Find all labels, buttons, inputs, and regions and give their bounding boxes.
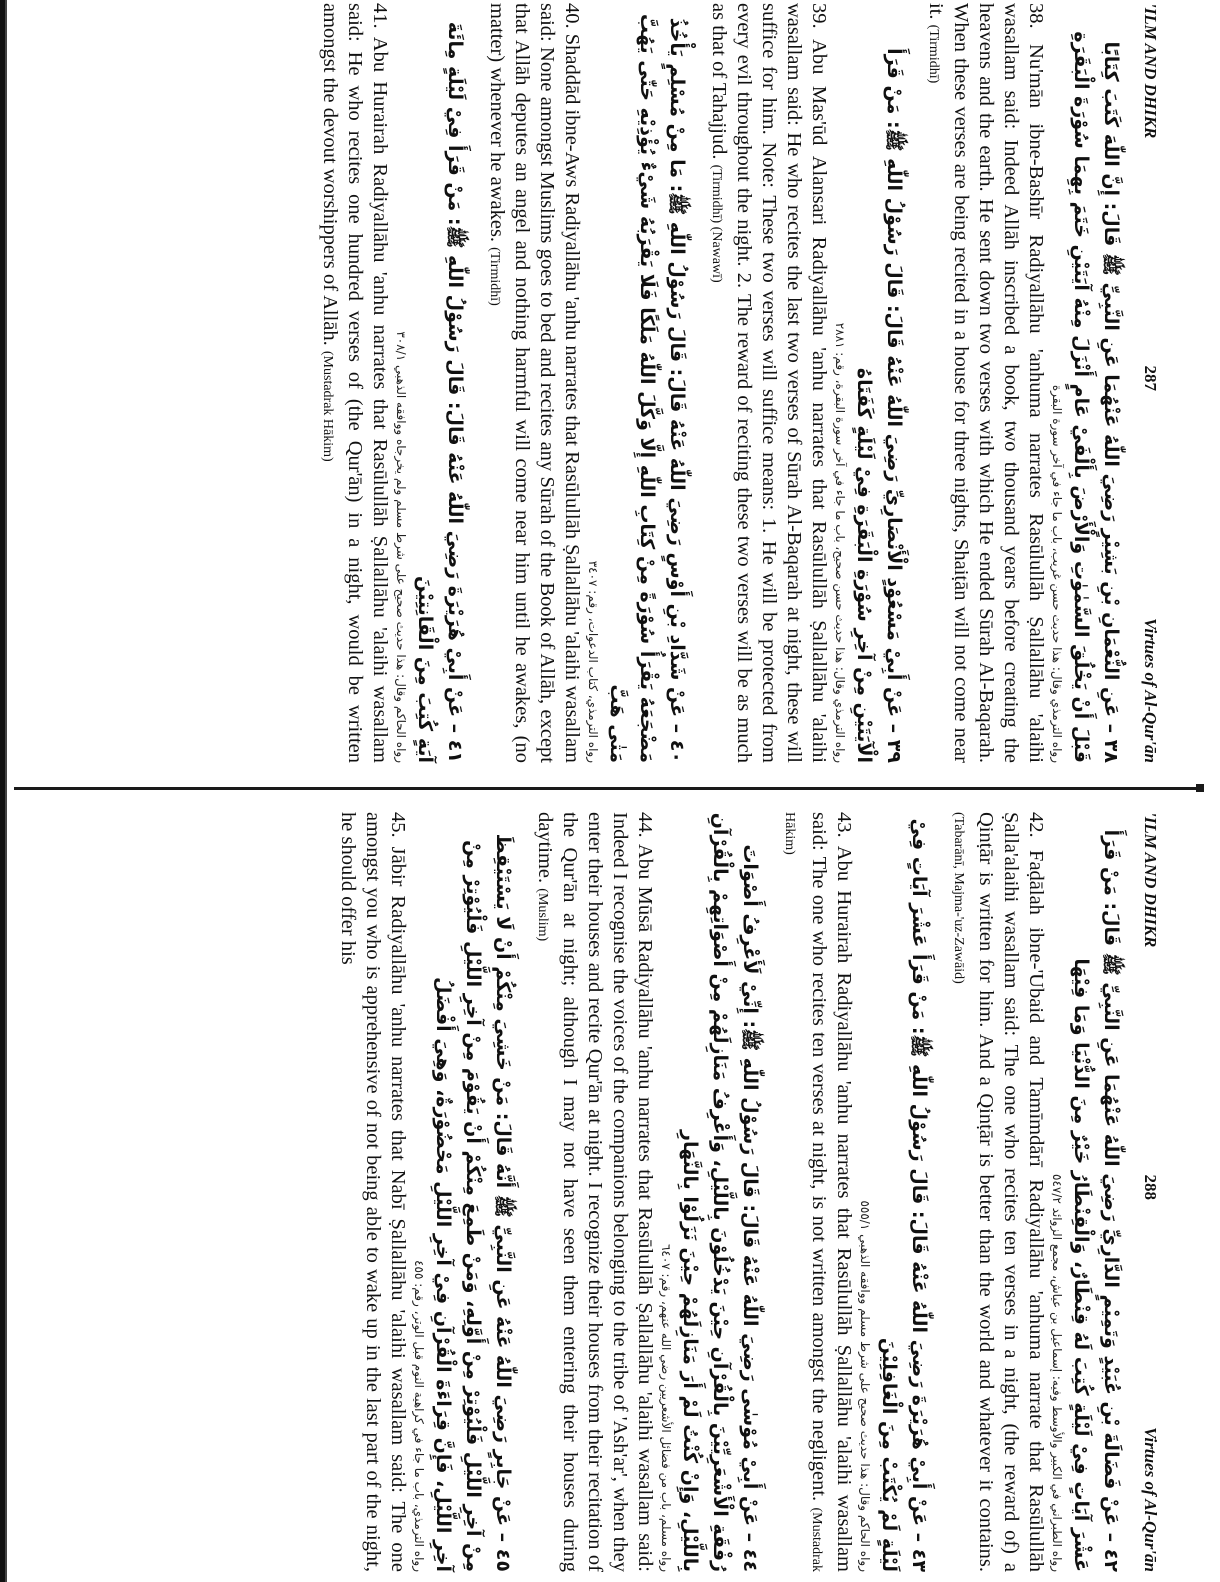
source-citation: (Mustadrak Hākim)	[320, 350, 335, 462]
english-text: 43. Abu Hurairah Radiyallāhu 'anhu narrates that Rasūlullāh Ṣallallāhu 'alaihi wasallam said: The one who recites ten verses at night, is not written amongst the negligent.	[808, 812, 855, 1572]
english-translation	[704, 3, 831, 763]
english-translation	[315, 3, 392, 763]
header-left: 'ILM AND DHIKR	[1141, 3, 1160, 139]
hadith-entry-43	[777, 812, 934, 1572]
hadith-entry-44	[530, 812, 765, 1572]
source-citation: (Tirmidhī)	[926, 24, 941, 84]
hadith-entry-38	[921, 3, 1126, 763]
book-page-287	[60, 3, 1160, 763]
hadith-entry-40	[482, 3, 692, 763]
arabic-reference: رواه مسلم، باب من فضائل الأشعريين رضي الله عنهم، رقم: ٦٤٠٧	[659, 1243, 673, 1572]
page-divider-mark	[1196, 784, 1204, 792]
arabic-text: ٣٩ – عَنْ أَبِيْ مَسْعُوْدٍ الْأَنْصَارِيِّ رَضِيَ اللّٰهُ عَنْهُ قَالَ: قَالَ رَسُوْلُ اللّٰهِ ﷺ: مَنْ قَرَأَ الْآيَتَيْنِ مِنْ آخِرِ سُوْرَةِ الْبَقَرَةِ فِيْ لَيْلَةٍ كَفَتَاهُ	[853, 48, 905, 763]
arabic-reference: رواه الترمذي وقال: هذا حديث حسن صحيح، باب ما جاء في آخر سورة البقرة، رقم: ٢٨٨١	[833, 322, 847, 763]
english-text: 41. Abu Hurairah Radiyallāhu 'anhu narrates that Rasūlullāh Ṣallallāhu 'alaihi wasallam said: He who recites one hundred verses of (the Qur'ān) in a night, would be written amongst the devout worshippers of Allāh.	[319, 3, 391, 763]
arabic-reference: رواه الطبراني في الكبير والأوسط وفيه: إسماعيل بن عياش، مجمع الزوائد ٥٤٧/٢	[1050, 1174, 1064, 1572]
english-translation	[530, 812, 657, 1572]
header-right: Virtues of Al-Qur'ān	[1141, 618, 1160, 763]
hadith-entry-41	[315, 3, 470, 763]
source-citation: (Tabarānī, Majma-'uz-Zawāid)	[951, 812, 966, 984]
source-citation: (Tirmidhī)	[487, 247, 502, 306]
hadith-entry-45	[333, 812, 518, 1572]
arabic-reference: رواه الترمذي، كتاب الدعوات، رقم: ٣٤٠٧	[586, 560, 600, 763]
arabic-text: ٤٤ – عَنْ أَبِيْ مُوْسٰى رَضِيَ اللّٰهُ عَنْهُ قَالَ: قَالَ رَسُوْلُ اللّٰهِ ﷺ: إِنِّيْ لَأَعْرِفُ أَصْوَاتَ رُفْقَةِ الْأَشْعَرِيِّيْنَ بِالْقُرْآنِ حِيْنَ يَدْخُلُوْنَ بِاللَّيْلِ، وَأَعْرِفُ مَنَازِلَهُمْ مِنْ أَصْوَاتِهِمْ بِالْقُرْآنِ بِاللَّيْلِ، وَإِنْ كُنْتُ لَمْ أَرَ مَنَازِلَهُمْ حِيْنَ نَزَلُوْا بِالنَّهَارِ	[679, 812, 761, 1572]
english-text: 45. Jābir Radiyallāhu 'anhu narrates that Nabī Ṣallallāhu 'alaihi wasallam said: The one amongst you who is apprehensive of not being able to wake up in the last part of the night, he should offer his	[337, 812, 409, 1572]
english-text: 40. Shaddād ibne-Aws Radiyallāhu 'anhu narrates that Rasūlullāh Ṣallallāhu 'alaihi wasallam said: None amongst Muslims goes to bed and recites any Sūrah of the Book of Allāh, except that Allāh deputes an angel and nothing harmful will come near him until he awakes, (no matter) whenever he awakes.	[486, 3, 583, 763]
page-divider	[14, 787, 1204, 790]
english-text: 39. Abu Mas'ūd Alansari Radiyallāhu 'anhu narrates that Rasūlullāh Ṣallallāhu 'alaihi wasallam said: He who recites the last two verses of Sūrah Al-Baqarah at night, these will suffice for him. Note: These two verses will suffice means: 1. He will be protected from every evil throughout the night. 2. The reward of reciting these two verses will be as much as that of Tahajjud.	[708, 3, 830, 763]
english-translation	[946, 812, 1048, 1572]
source-citation: (Muslim)	[535, 888, 550, 942]
english-translation	[777, 812, 856, 1572]
arabic-reference: رواه الحاكم وقال: هذا حديث صحيح على شرط مسلم ووافقه الذهبي ٥٥٥/١	[858, 1200, 872, 1572]
page-number: 288	[1141, 1174, 1160, 1201]
arabic-text: ٤١ – عَنْ أَبِيْ هُرَيْرَةَ رَضِيَ اللّٰهُ عَنْهُ قَالَ: قَالَ رَسُوْلُ اللّٰهِ ﷺ: مَنْ قَرَأَ فِيْ لَيْلَةٍ مِائَةَ آيَةٍ كُتِبَ مِنَ الْقَانِتِيْنَ	[414, 21, 466, 763]
running-header	[1140, 3, 1160, 763]
page-number: 287	[1141, 365, 1160, 392]
arabic-text: ٤٥ – عَنْ جَابِرٍ رَضِيَ اللّٰهُ عَنْهُ عَنِ النَّبِيِّ ﷺ أَنَّهُ قَالَ: مَنْ خَشِيَ مِنْكُمْ أَنْ لَا يَسْتَيْقِظَ مِنْ آخِرِ اللَّيْلِ فَلْيُوْتِرْ مِنْ أَوَّلِهِ، وَمَنْ طَمِعَ مِنْكُمْ أَنْ يَقُوْمَ مِنْ آخِرِ اللَّيْلِ فَلْيُوْتِرْ مِنْ آخِرِ اللَّيْلِ، فَإِنَّ قِرَاءَةَ الْقُرْآنِ فِيْ آخِرِ اللَّيْلِ مَحْضُوْرَةٌ، وَهِيَ أَفْضَلُ	[432, 833, 514, 1572]
source-citation: (Mustadrak Hākim)	[782, 812, 824, 1572]
english-text: 38. Nu'mān ibne-Bashīr Radiyallāhu 'anhuma narrates Rasūlullāh Ṣallallāhu 'alaihi wasallam said: Indeed Allāh inscribed a book, two thousand years before creating the heavens and the earth. He sent down two verses with which He ended Sūrah Al-Baqarah. When these verses are being recited in a house for three nights, Shaiṭān will not come near it.	[925, 3, 1047, 763]
arabic-text: ٣٨ – عَنِ النُّعْمَانِ بْنِ بَشِيْرٍ رَضِيَ اللّٰهُ عَنْهُمَا عَنِ النَّبِيِّ ﷺ قَالَ: إِنَّ اللّٰهَ كَتَبَ كِتَابًا قَبْلَ أَنْ يَخْلُقَ السَّمٰوٰتِ وَالْأَرْضَ بِأَلْفَيْ عَامٍ أَنْزَلَ مِنْهُ آيَتَيْنِ خَتَمَ بِهِمَا سُوْرَةَ الْبَقَرَةِ	[1070, 31, 1122, 763]
arabic-text: ٤٢ – عَنْ فَضَالَةَ بْنِ عُبَيْدٍ وَتَمِيْمٍ الدَّارِيِّ رَضِيَ اللّٰهُ عَنْهُمَا عَنِ النَّبِيِّ ﷺ قَالَ: مَنْ قَرَأَ عَشْرَ آيَاتٍ فِيْ لَيْلَةٍ كُتِبَ لَهُ قِنْطَارٌ، وَالْقِنْطَارُ خَيْرٌ مِنَ الدُّنْيَا وَمَا فِيْهَا	[1070, 829, 1122, 1572]
header-left: 'ILM AND DHIKR	[1141, 812, 1160, 948]
arabic-text: ٤٣ – عَنْ أَبِيْ هُرَيْرَةَ رَضِيَ اللّٰهُ عَنْهُ قَالَ: قَالَ رَسُوْلُ اللّٰهِ ﷺ: مَنْ قَرَأَ عَشْرَ آيَاتٍ فِيْ لَيْلَةٍ لَمْ يُكْتَبْ مِنَ الْغَافِلِيْنَ	[878, 818, 930, 1572]
arabic-reference: رواه الترمذي، باب ما جاء في كراهية النوم قبل الوتر، رقم: ٤٥٥	[412, 1260, 426, 1572]
arabic-text: ٤٠ – عَنْ شَدَّادِ بْنِ أَوْسٍ رَضِيَ اللّٰهُ عَنْهُ قَالَ: قَالَ رَسُوْلُ اللّٰهِ ﷺ: مَا مِنْ مُسْلِمٍ يَأْخُذُ مَضْجَعَهُ يَقْرَأُ سُوْرَةً مِنْ كِتَابِ اللّٰهِ إِلَّا وَكَّلَ اللّٰهُ مَلَكًا فَلَا يَقْرَبُهُ شَيْءٌ يُؤْذِيْهِ حَتّٰى يَهُبَّ مَتٰى هَبَّ	[606, 13, 688, 763]
source-citation: (Tirmidhī) (Nawawī)	[709, 164, 724, 283]
english-text: 42. Faḍālah ibne-'Ubaid and Tamīmdārī Radiyallāhu 'anhuma narrate that Rasūlullāh Ṣalla'alaihi wasallam said: The one who recites ten verses in a night, (the reward of) a Qinṭār is written for him. And a Qinṭār is better than the world and whatever it contains.	[975, 812, 1047, 1572]
english-translation	[333, 812, 410, 1572]
book-spine-edge	[0, 0, 10, 1582]
english-translation	[482, 3, 584, 763]
arabic-reference: رواه الحاكم وقال: هذا حديث صحيح على شرط مسلم ولم يخرجاه ووافقه الذهبي ٣٠٨/١	[394, 331, 408, 763]
english-text: 44. Abu Mūsā Radiyallāhu 'anhu narrates that Rasūlullāh Ṣallallāhu 'alaihi wasallam said: Indeed I recognise the voices of the companions belonging to the tribe of 'Ash'ar', when they enter their houses and recite Qur'ān at night. I recognize their houses from their recitation of the Qur'ān at night; although I may not have seen them entering their houses during daytime.	[534, 812, 656, 1572]
arabic-reference: رواه الترمذي وقال: هذا حديث حسن غريب، باب ما جاء في آخر سورة البقرة	[1050, 384, 1064, 763]
running-header	[1140, 812, 1160, 1572]
header-right: Virtues of Al-Qur'ān	[1141, 1427, 1160, 1572]
hadith-entry-42	[946, 812, 1126, 1572]
book-page-288	[60, 812, 1160, 1572]
hadith-entry-39	[704, 3, 909, 763]
english-translation	[921, 3, 1048, 763]
